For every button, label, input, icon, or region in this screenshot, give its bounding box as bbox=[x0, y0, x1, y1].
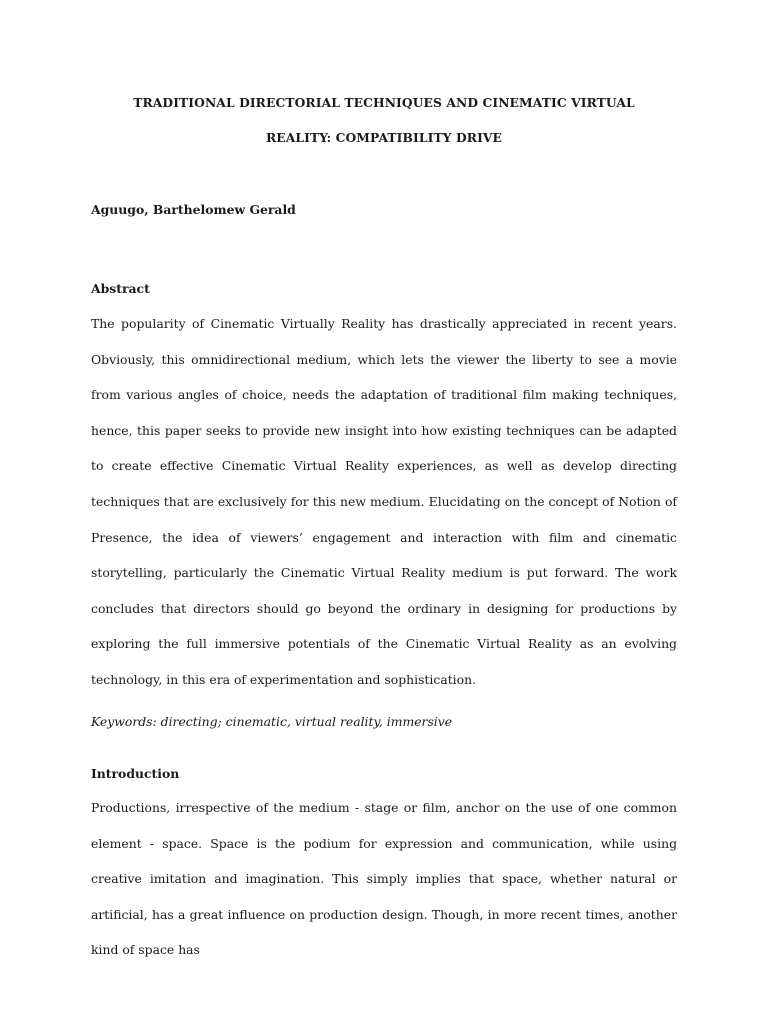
keywords: Keywords: directing; cinematic, virtual reality, immersive bbox=[91, 714, 453, 729]
abstract-heading: Abstract bbox=[91, 281, 150, 296]
paper-title-line-1: TRADITIONAL DIRECTORIAL TECHNIQUES AND CINEMATIC VIRTUAL bbox=[133, 95, 635, 110]
abstract-body: The popularity of Cinematic Virtually Reality has drastically appreciated in recent years. Obviously, this omnidirectional medium, which lets the viewer the liberty to see a movie from various angles of choice, needs the adaptation of traditional film making techniques, hence, this paper seeks to provide new insight into how existing techniques can be adapted to create effective Cinematic Virtual Reality experiences, as well as develop directing techniques that are exclusively for this new medium. Elucidating on the concept of Notion of Presence, the idea of viewers’ engagement and interaction with film and cinematic storytelling, particularly the Cinematic Virtual Reality medium is put forward. The work concludes that directors should go beyond the ordinary in designing for productions by exploring the full immersive potentials of the Cinematic Virtual Reality as an evolving technology, in this era of experimentation and sophistication. bbox=[91, 316, 677, 687]
introduction-heading: Introduction bbox=[91, 766, 180, 781]
paper-title-line-2: REALITY: COMPATIBILITY DRIVE bbox=[265, 130, 503, 145]
introduction-body: Productions, irrespective of the medium - stage or film, anchor on the use of one common element - space. Space is the podium for expression and communication, while using creative imitation and imagination. This simply implies that space, whether natural or artificial, has a great influence on production design. Though, in more recent times, another kind of space has bbox=[91, 800, 677, 958]
author-name: Aguugo, Barthelomew Gerald bbox=[91, 202, 296, 217]
